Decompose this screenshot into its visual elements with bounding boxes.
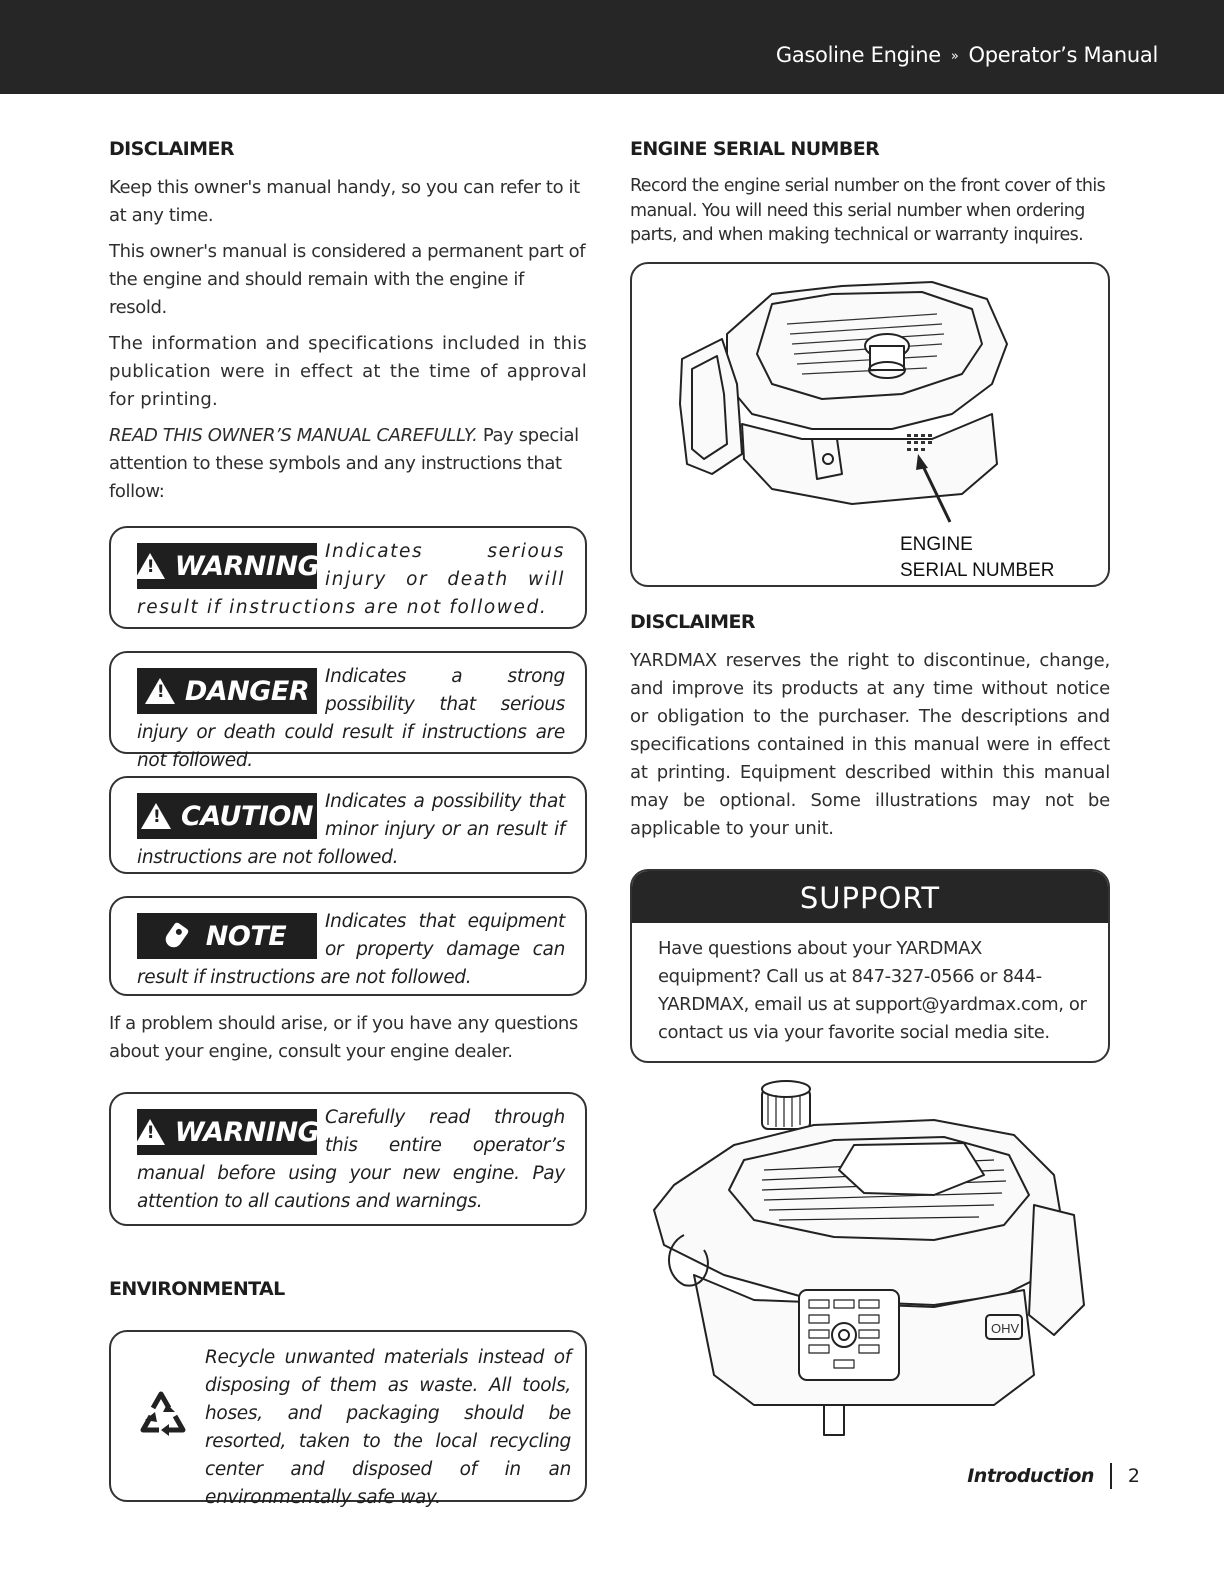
caution-badge-label: CAUTION: [181, 800, 313, 832]
header-title-left: Gasoline Engine: [775, 43, 941, 67]
warning-triangle-icon: [135, 553, 165, 579]
disclaimer-heading: DISCLAIMER: [109, 138, 234, 160]
disclaimer-paragraph-4: [109, 422, 587, 506]
right-disclaimer-paragraph: YARDMAX reserves the right to discontinue, change, and improve its products at any time without notice or obligation to the purchaser. The descriptions and specifications contained in this manual were in effect at printing. Equipment described within this manual may be optional. Some illustrations may not be applicable to your unit.: [630, 649, 1110, 839]
warning-badge-2: [137, 1109, 320, 1155]
read-manual-emphasis: READ THIS OWNER’S MANUAL CAREFULLY.: [109, 425, 478, 446]
disclaimer-paragraph-1: Keep this owner's manual handy, so you can refer to it at any time.: [109, 177, 580, 226]
note-tag-icon: [162, 922, 189, 951]
warning-description: Indicates serious injury or death will result if instructions are not followed.: [137, 541, 565, 618]
warning-read-manual-box: [109, 1092, 587, 1226]
warning-triangle-icon-2: [135, 1119, 165, 1145]
page-header: [0, 0, 1224, 94]
warning-badge-label: WARNING: [174, 550, 320, 582]
note-symbol-box: [109, 896, 587, 996]
environmental-box: [109, 1330, 587, 1508]
right-disclaimer-heading: DISCLAIMER: [630, 610, 755, 633]
page-footer: [967, 1463, 1140, 1489]
disclaimer-paragraph-3: The information and specifications included in this publication were in effect at the time of approval for printing.: [109, 333, 587, 410]
warning-badge: [137, 543, 320, 589]
danger-badge-label: DANGER: [184, 675, 310, 707]
engine-illustration: [634, 1075, 1114, 1440]
serial-number-figure: [630, 262, 1110, 587]
serial-number-paragraph: Record the engine serial number on the front cover of this manual. You will need this serial number when ordering parts, and when making technical or warranty inquires.: [630, 176, 1106, 245]
figure-label-engine: ENGINE: [900, 533, 973, 555]
warning-symbol-box: [109, 526, 587, 629]
support-title: SUPPORT: [632, 871, 1108, 923]
footer-divider: [1110, 1463, 1112, 1489]
page-number: 2: [1127, 1465, 1140, 1487]
recycle-icon: [131, 1382, 195, 1446]
danger-triangle-icon: [145, 678, 175, 704]
warning-read-manual-text: Carefully read through this entire operator’s manual before using your new engine. Pay attention to all cautions and warnings.: [137, 1107, 565, 1212]
header-title-right: Operator’s Manual: [968, 43, 1158, 67]
environmental-heading: ENVIRONMENTAL: [109, 1278, 285, 1300]
danger-description: Indicates a strong possibility that serious injury or death could result if instructions are not followed.: [137, 666, 565, 771]
environmental-text: Recycle unwanted materials instead of disposing of them as waste. All tools, hoses, and packaging should be resorted, taken to the local recycling center and disposed of in an environmentally safe way.: [205, 1347, 571, 1508]
serial-number-label: [900, 532, 1055, 584]
note-badge: [137, 913, 317, 959]
caution-description: Indicates a possibility that minor injury or an result if instructions are not followed.: [137, 791, 565, 868]
danger-symbol-box: [109, 651, 587, 771]
note-description: Indicates that equipment or property damage can result if instructions are not followed.: [137, 911, 565, 988]
caution-triangle-icon: [141, 803, 171, 829]
caution-badge: [137, 793, 317, 839]
problem-paragraph: If a problem should arise, or if you have any questions about your engine, consult your engine dealer.: [109, 1013, 578, 1062]
danger-badge: [137, 668, 317, 714]
left-column: [109, 138, 587, 1508]
header-title: [776, 43, 1158, 67]
right-column: [630, 138, 1110, 1063]
caution-symbol-box: [109, 776, 587, 874]
footer-section: Introduction: [967, 1465, 1094, 1487]
read-manual-rest: Pay special attention to these symbols and any instructions that follow:: [109, 425, 579, 502]
serial-number-heading: ENGINE SERIAL NUMBER: [630, 138, 880, 160]
figure-label-serial: SERIAL NUMBER: [900, 559, 1055, 581]
warning-badge-2-label: WARNING: [174, 1116, 320, 1148]
disclaimer-paragraph-2: This owner's manual is considered a permanent part of the engine and should remain with the engine if resold.: [109, 241, 586, 318]
support-box: [630, 869, 1110, 1063]
note-badge-label: NOTE: [205, 920, 287, 952]
ohv-mark: OHV: [991, 1321, 1020, 1336]
header-separator: »: [950, 49, 959, 64]
support-text: Have questions about your YARDMAX equipment? Call us at 847-327-0566 or 844-YARDMAX, email us at support@yardmax.com, or contact us via your favorite social media site.: [658, 937, 1087, 1043]
